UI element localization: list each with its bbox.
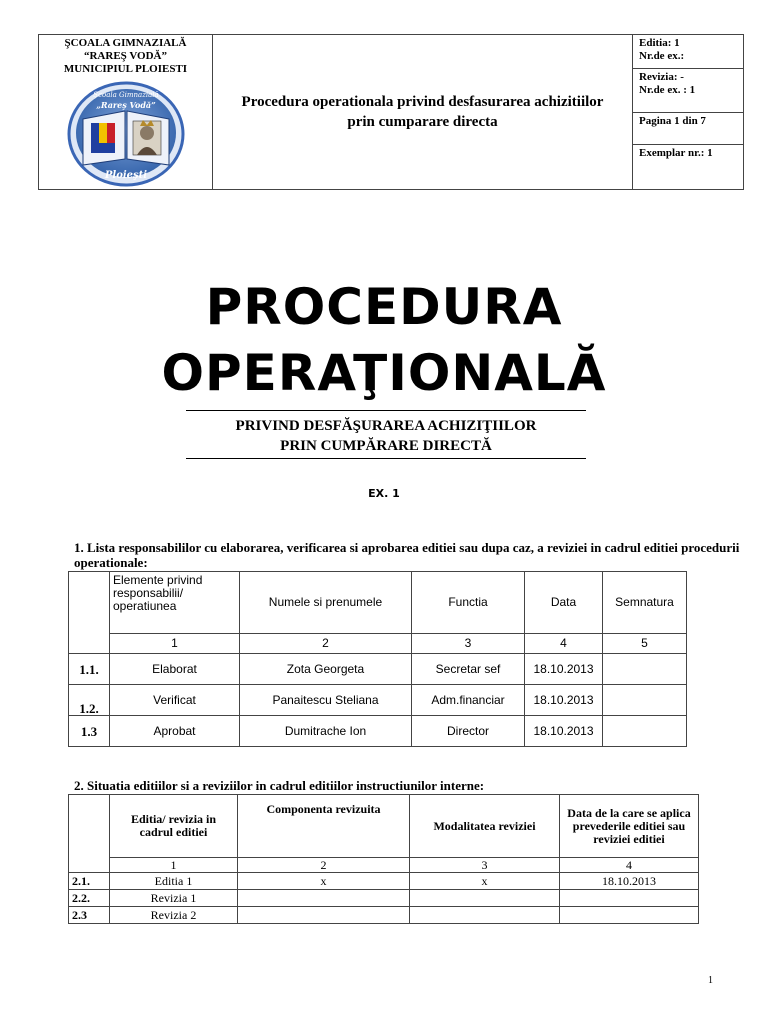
edition-value: Editia: 1 xyxy=(639,37,680,49)
edition-info-cell xyxy=(633,35,743,189)
column-number: 4 xyxy=(525,634,603,654)
header-name: Numele si prenumele xyxy=(240,572,412,634)
page-number: 1 xyxy=(708,975,713,986)
sub-title-line2: PRIN CUMPĂRARE DIRECTĂ xyxy=(280,438,492,454)
column-number: 1 xyxy=(110,858,238,873)
column-number: 3 xyxy=(412,634,525,654)
row-mode xyxy=(410,890,560,907)
main-title xyxy=(0,274,768,406)
table-number-row xyxy=(69,634,687,654)
header-signature: Semnatura xyxy=(603,572,687,634)
page-count: Pagina 1 din 7 xyxy=(639,115,706,127)
revision-value: Revizia: - xyxy=(639,71,684,83)
divider-bottom xyxy=(186,458,586,459)
school-logo-icon xyxy=(67,81,185,187)
column-number: 4 xyxy=(560,858,699,873)
divider-top xyxy=(186,410,586,411)
table-row xyxy=(69,654,687,685)
table-cell xyxy=(69,795,110,873)
sub-title-line1: PRIVIND DESFĂŞURAREA ACHIZIŢIILOR xyxy=(235,418,537,434)
row-date: 18.10.2013 xyxy=(525,654,603,685)
header-edition: Editia/ revizia in cadrul editiei xyxy=(110,795,238,858)
table-row xyxy=(69,907,699,924)
table-header-row xyxy=(69,795,699,858)
header-component: Componenta revizuita xyxy=(238,795,410,858)
row-apply-date xyxy=(560,890,699,907)
row-name: Zota Georgeta xyxy=(240,654,412,685)
row-number: 1.3 xyxy=(69,716,110,747)
table-row xyxy=(69,890,699,907)
editions-table xyxy=(68,794,699,924)
table-row xyxy=(69,716,687,747)
row-component xyxy=(238,907,410,924)
table-cell xyxy=(69,572,110,654)
school-name-line3: MUNICIPIUL PLOIESTI xyxy=(63,63,188,75)
row-date: 18.10.2013 xyxy=(525,716,603,747)
logo-text-mid: „Rareş Vodă” xyxy=(96,100,156,110)
column-number: 2 xyxy=(238,858,410,873)
row-signature xyxy=(603,716,687,747)
section2-heading: 2. Situatia editiilor si a reviziilor in cadrul editiilor instructiunilor interne: xyxy=(74,778,485,793)
copies-count-2: Nr.de ex. : 1 xyxy=(639,84,696,96)
logo-text-bottom: Ploieşti xyxy=(104,170,148,181)
logo-text-top: Şcoala Gimnazială xyxy=(93,91,159,99)
row-edition: Revizia 1 xyxy=(110,890,238,907)
row-element: Elaborat xyxy=(110,654,240,685)
header-role: Functia xyxy=(412,572,525,634)
row-element: Verificat xyxy=(110,685,240,716)
main-title-line2: OPERAŢIONALĂ xyxy=(161,344,607,402)
header-date: Data xyxy=(525,572,603,634)
copies-count-1: Nr.de ex.: xyxy=(639,50,685,62)
column-number: 5 xyxy=(603,634,687,654)
column-number: 1 xyxy=(110,634,240,654)
row-name: Dumitrache Ion xyxy=(240,716,412,747)
row-apply-date: 18.10.2013 xyxy=(560,873,699,890)
row-mode: x xyxy=(410,873,560,890)
row-edition: Revizia 2 xyxy=(110,907,238,924)
row-edition: Editia 1 xyxy=(110,873,238,890)
header-apply-date: Data de la care se aplica prevederile editiei sau reviziei editiei xyxy=(560,795,699,858)
sub-title xyxy=(186,416,586,456)
procedure-title: Procedura operationala privind desfasurarea achizitiilor prin cumparare directa xyxy=(241,94,604,130)
copy-label: EX. 1 xyxy=(368,487,400,500)
row-apply-date xyxy=(560,907,699,924)
responsibles-table xyxy=(68,571,687,747)
row-role: Secretar sef xyxy=(412,654,525,685)
row-name: Panaitescu Steliana xyxy=(240,685,412,716)
document-header xyxy=(38,34,744,190)
revision-info xyxy=(633,69,743,113)
section1-heading: 1. Lista responsabililor cu elaborarea, verificarea si aprobarea editiei sau dupa caz, a reviziei in cadrul editiei procedurii operationale: xyxy=(74,540,740,570)
school-name-line2: “RAREŞ VODĂ” xyxy=(83,50,167,62)
copy-info xyxy=(633,145,743,189)
copy-number: Exemplar nr.: 1 xyxy=(639,147,713,159)
column-number: 2 xyxy=(240,634,412,654)
row-role: Adm.financiar xyxy=(412,685,525,716)
row-component xyxy=(238,890,410,907)
row-date: 18.10.2013 xyxy=(525,685,603,716)
row-number: 1.1. xyxy=(69,654,110,685)
row-mode xyxy=(410,907,560,924)
row-number: 2.2. xyxy=(69,890,110,907)
table-row xyxy=(69,685,687,716)
row-role: Director xyxy=(412,716,525,747)
edition-info xyxy=(633,35,743,69)
header-elements: Elemente privind responsabilii/ operatiunea xyxy=(110,572,240,634)
table-header-row xyxy=(69,572,687,634)
table-row xyxy=(69,873,699,890)
row-number: 1.2. xyxy=(69,685,110,716)
column-number: 3 xyxy=(410,858,560,873)
row-component: x xyxy=(238,873,410,890)
row-number: 2.3 xyxy=(69,907,110,924)
title-cell xyxy=(213,35,633,189)
main-title-line1: PROCEDURA xyxy=(205,278,563,336)
row-number: 2.1. xyxy=(69,873,110,890)
row-signature xyxy=(603,654,687,685)
row-element: Aprobat xyxy=(110,716,240,747)
header-mode: Modalitatea reviziei xyxy=(410,795,560,858)
school-cell xyxy=(39,35,213,189)
table-number-row xyxy=(69,858,699,873)
row-signature xyxy=(603,685,687,716)
school-name-line1: ŞCOALA GIMNAZIALĂ xyxy=(64,37,187,49)
page-info xyxy=(633,113,743,145)
